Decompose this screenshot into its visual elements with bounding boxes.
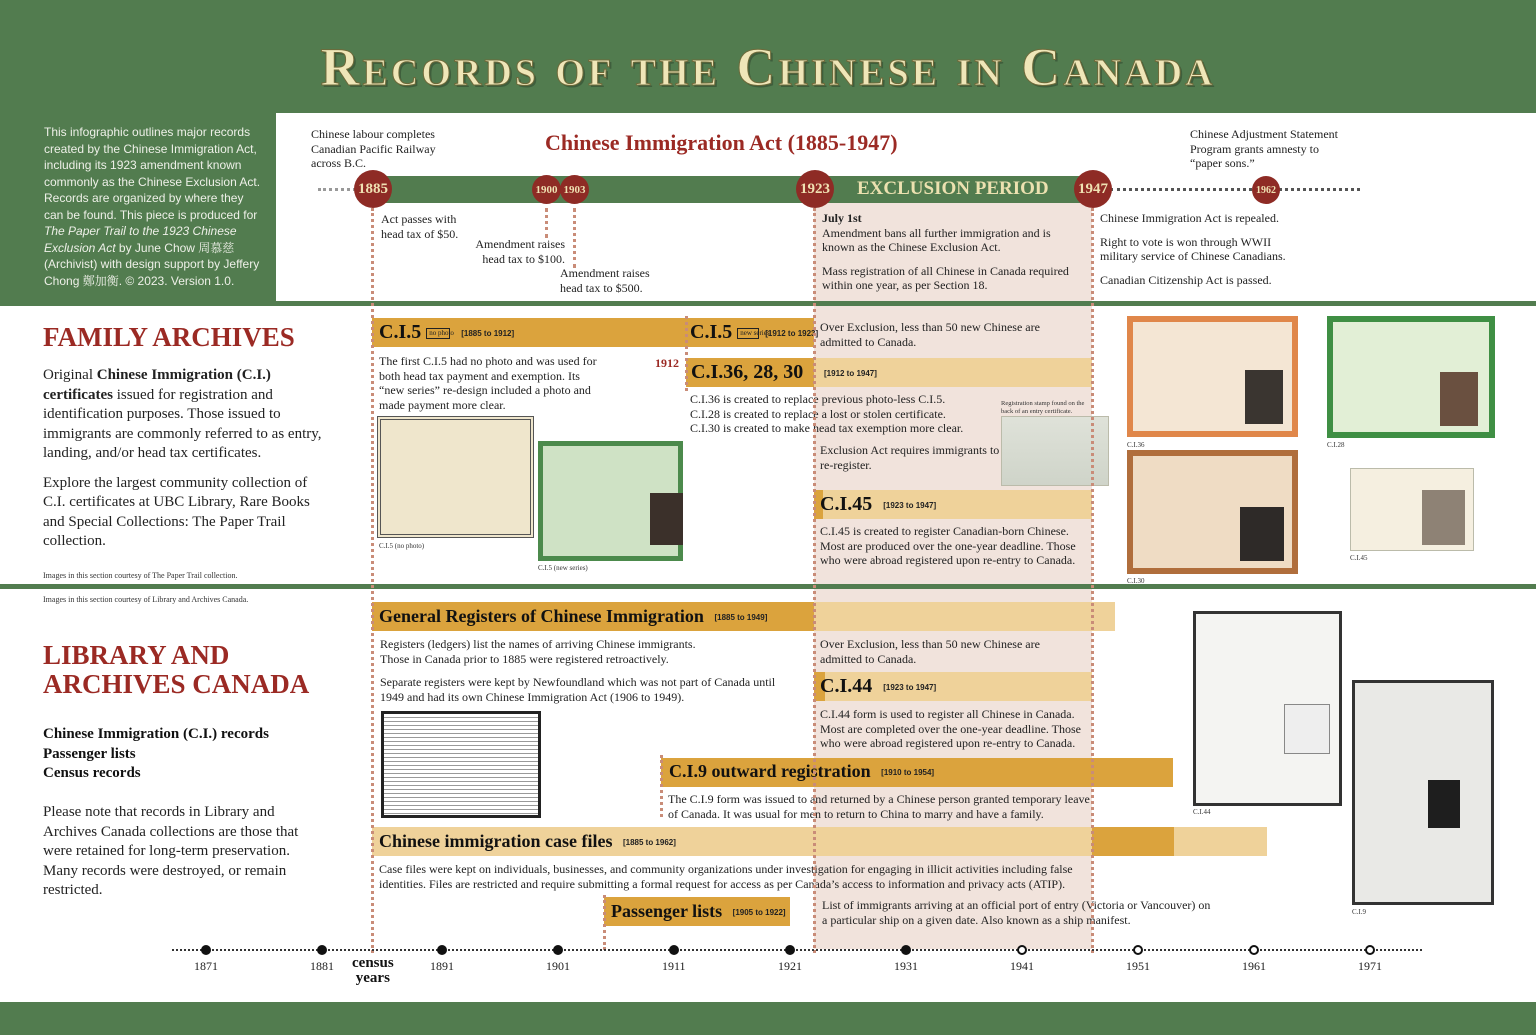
census-year-1921: 1921: [778, 959, 802, 973]
registers-title: [379, 606, 767, 627]
intro-part: by June Chow 周慕慈 (Archivist) with design support by Jeffery Chong 鄭加衡. © 2023. Version 1.0.: [44, 240, 260, 288]
census-dot-1911: [669, 945, 679, 955]
ci5-nophoto-caption: C.I.5 (no photo): [379, 542, 425, 550]
year-1923-marker: 1923: [796, 170, 834, 208]
case-files-title-text: Chinese immigration case files: [379, 831, 613, 851]
census-dot-1941: [1017, 945, 1027, 955]
lac-exclusion-note: Over Exclusion, less than 50 new Chinese are admitted to Canada.: [820, 637, 1040, 666]
census-dot-1921: [785, 945, 795, 955]
ci5-title-text: C.I.5: [690, 321, 733, 343]
census-dot-1881: [317, 945, 327, 955]
event-1885: Act passes with head tax of $50.: [381, 212, 459, 241]
ci9-range: [1910 to 1954]: [881, 768, 935, 778]
ci44-caption: C.I.44: [1193, 808, 1211, 816]
ci45-title-text: C.I.45: [820, 493, 873, 515]
census-label-line: census: [352, 955, 394, 971]
event-1923-a: Amendment bans all further immigration and is known as the Chinese Exclusion Act.: [822, 225, 1051, 254]
event-1923-b: Mass registration of all Chinese in Canada required within one year, as per Section 18.: [822, 263, 1069, 292]
guide-1923: [813, 208, 816, 953]
census-dot-1961: [1249, 945, 1259, 955]
passenger-description: List of immigrants arriving at an official port of entry (Victoria or Vancouver) on a particular ship on a given date. Also known as a ship manifest.: [822, 898, 1211, 927]
guide-1910: [660, 755, 663, 817]
stamp-caption: Registration stamp found on the back of an entry certificate.: [1001, 400, 1085, 415]
census-label: [352, 956, 394, 986]
ci45-title: [820, 493, 936, 516]
ci30-photo: [1240, 507, 1284, 561]
guide-1885: [371, 208, 374, 953]
ci44-title-text: C.I.44: [820, 675, 873, 697]
census-year-1971: 1971: [1358, 959, 1382, 973]
census-dot-1931: [901, 945, 911, 955]
lac-record-list: [43, 725, 269, 784]
act-title: Chinese Immigration Act (1885-1947): [545, 130, 898, 155]
case-files-title: [379, 831, 676, 852]
ci9-title-text: C.I.9 outward registration: [669, 761, 871, 781]
ci5-nophoto-image: [377, 416, 534, 538]
page-title: Records of the Chinese in Canada: [320, 37, 1216, 97]
lac-heading-line: LIBRARY AND: [43, 640, 230, 670]
passenger-title: [611, 901, 786, 922]
adjustment-note: Chinese Adjustment Statement Program grants amnesty to “paper sons.”: [1190, 127, 1338, 170]
family-description: [43, 366, 323, 552]
ci9-photo: [1428, 780, 1460, 828]
family-text: issued for registration and identification purposes. Those issued to immigrants are commonly referred to as entry, landing, and/or head tax certificates.: [43, 386, 322, 461]
ci36-line: C.I.36 is created to replace previous photo-less C.I.5.: [690, 392, 946, 406]
guide-1912: [685, 316, 688, 391]
intro-italic: The Paper Trail to the 1923 Chinese Exclusion Act: [44, 224, 237, 255]
census-year-1911: 1911: [662, 959, 686, 973]
passenger-title-text: Passenger lists: [611, 901, 723, 921]
census-axis: [172, 949, 1422, 951]
railway-note: Chinese labour completes Canadian Pacific Railway across B.C.: [311, 127, 436, 170]
ci5-new-photo: [650, 493, 683, 545]
reregister-note: Exclusion Act requires immigrants to re-register.: [820, 443, 1000, 472]
census-year-1931: 1931: [894, 959, 918, 973]
lac-list-item: Chinese Immigration (C.I.) records: [43, 726, 269, 742]
ci36-photo: [1245, 370, 1283, 424]
census-year-1961: 1961: [1242, 959, 1266, 973]
ci36-lines: [690, 392, 1010, 436]
ci30-line: C.I.30 is created to make head tax exemption more clear.: [690, 421, 964, 435]
intro-text: [44, 124, 266, 289]
ci44-description: C.I.44 form is used to register all Chinese in Canada. Most are completed over the one-year deadline. Those who were abroad registered upon re-entry to Canada.: [820, 707, 1082, 750]
ci5-description: The first C.I.5 had no photo and was used for both head tax payment and exemption. Its “new series” re-design included a photo and made payment more clear.: [379, 354, 597, 412]
ci44-photo: [1284, 704, 1330, 754]
ci5-new-caption: C.I.5 (new series): [538, 564, 588, 572]
register-ledger-image: [381, 711, 541, 818]
family-bold: Chinese Immigration (C.I.) certificates: [43, 367, 271, 403]
census-year-1951: 1951: [1126, 959, 1150, 973]
ci28-caption: C.I.28: [1327, 441, 1345, 449]
ci28-line: C.I.28 is created to replace a lost or stolen certificate.: [690, 406, 946, 421]
census-label-line: years: [355, 970, 390, 986]
event-1923: [822, 211, 1072, 293]
family-collection-text: Explore the largest community collection of C.I. certificates at UBC Library, Rare Books and Special Collections: The Paper Trail collection.: [43, 474, 310, 549]
post-act-dots: [1110, 188, 1360, 191]
ci30-caption: C.I.30: [1127, 577, 1145, 585]
event-1900: Amendment raises head tax to $100.: [475, 237, 565, 266]
event-1947-b: Right to vote is won through WWII military service of Chinese Canadians.: [1100, 234, 1286, 263]
census-dot-1891: [437, 945, 447, 955]
registers-bar-light: [814, 602, 1115, 631]
year-1885-marker: 1885: [354, 170, 392, 208]
ci36-title: C.I.36, 28, 30: [691, 361, 804, 383]
census-year-1871: 1871: [194, 959, 218, 973]
census-dot-1951: [1133, 945, 1143, 955]
registers-p1: Registers (ledgers) list the names of arriving Chinese immigrants. Those in Canada prior to 1885 were registered retroactively.: [380, 637, 696, 666]
ci5-new-title: [690, 321, 818, 344]
no-photo-box: no photo: [426, 328, 450, 339]
ci36-range: [1912 to 1947]: [824, 369, 877, 378]
lac-list-item: Passenger lists: [43, 745, 136, 762]
ci9-caption: C.I.9: [1352, 908, 1366, 916]
ci9-image: [1352, 680, 1494, 905]
case-files-range: [1885 to 1962]: [622, 838, 676, 848]
ci5-nophoto-title: [379, 321, 514, 344]
event-1923-title: July 1st: [822, 211, 862, 225]
event-1947-a: Chinese Immigration Act is repealed.: [1100, 211, 1279, 225]
census-year-1901: 1901: [546, 959, 570, 973]
ci45-description: C.I.45 is created to register Canadian-born Chinese. Most are produced over the one-year deadline. Those who were abroad registered upon re-entry to Canada.: [820, 524, 1076, 567]
census-year-1891: 1891: [430, 959, 454, 973]
dots-1903: [573, 208, 576, 268]
case-files-bar-accent: [1092, 827, 1174, 856]
year-1900-marker: 1900: [532, 175, 561, 204]
ci36-caption: C.I.36: [1127, 441, 1145, 449]
case-files-description: Case files were kept on individuals, businesses, and community organizations under investigation for engaging in illicit activities including false identities. Files are restricted and require submitting a formal request for access as per Canada’s access to information and privacy acts (ATIP).: [379, 862, 1073, 891]
year-1903-marker: 1903: [560, 175, 589, 204]
family-credit: Images in this section courtesy of The Paper Trail collection.: [43, 571, 238, 580]
registers-title-text: General Registers of Chinese Immigration: [379, 606, 704, 626]
census-year-1881: 1881: [310, 959, 334, 973]
ci45-photo: [1422, 490, 1465, 545]
ci44-title: [820, 675, 936, 698]
intro-part: This infographic outlines major records created by the Chinese Immigration Act, including its 1923 amendment known commonly as the Chinese Exclusion Act. Records are organized by where they can be found. This piece is produced for: [44, 125, 261, 222]
ci5-range: [1912 to 1923]: [765, 328, 819, 338]
ci28-photo: [1440, 372, 1478, 426]
lac-heading: [43, 641, 309, 699]
census-year-1941: 1941: [1010, 959, 1034, 973]
ci9-title: [669, 761, 934, 782]
family-text: Original: [43, 367, 97, 383]
ci44-range: [1923 to 1947]: [883, 682, 937, 692]
census-dot-1871: [201, 945, 211, 955]
family-heading: FAMILY ARCHIVES: [43, 322, 295, 352]
event-1947-c: Canadian Citizenship Act is passed.: [1100, 272, 1272, 287]
ci45-caption: C.I.45: [1350, 554, 1368, 562]
lac-list-item: Census records: [43, 765, 141, 781]
new-series-box: new series: [737, 328, 759, 339]
registers-range: [1885 to 1949]: [714, 613, 768, 623]
exclusion-label: EXCLUSION PERIOD: [857, 178, 1049, 199]
year-1912-label: 1912: [655, 356, 679, 370]
census-dot-1971: [1365, 945, 1375, 955]
registers-p2: Separate registers were kept by Newfoundland which was not part of Canada until 1949 and had its own Chinese Immigration Act (1906 to 1949).: [380, 675, 776, 704]
year-1947-marker: 1947: [1074, 170, 1112, 208]
event-1947: [1100, 211, 1300, 287]
lac-credit: Images in this section courtesy of Library and Archives Canada.: [43, 595, 249, 604]
event-1903: Amendment raises head tax to $500.: [560, 266, 650, 295]
ci9-description: The C.I.9 form was issued to and returned by a Chinese person granted temporary leave of Canada. It was usual for men to return to China to marry and have a family.: [668, 792, 1090, 821]
lac-heading-line: ARCHIVES CANADA: [43, 669, 310, 699]
year-1962-marker: 1962: [1252, 176, 1280, 204]
passenger-range: [1905 to 1922]: [732, 908, 786, 918]
guide-1947: [1091, 208, 1094, 953]
ci5-range: [1885 to 1912]: [461, 328, 515, 338]
census-dot-1901: [553, 945, 563, 955]
guide-1905: [603, 895, 606, 950]
dots-1900: [545, 208, 548, 238]
ci45-range: [1923 to 1947]: [883, 500, 937, 510]
lac-note: Please note that records in Library and Archives Canada collections are those that were retained for long-term preservation. Many records were destroyed, or remain restricted.: [43, 804, 299, 898]
ci5-title-text: C.I.5: [379, 321, 422, 343]
family-exclusion-note: Over Exclusion, less than 50 new Chinese are admitted to Canada.: [820, 320, 1040, 349]
